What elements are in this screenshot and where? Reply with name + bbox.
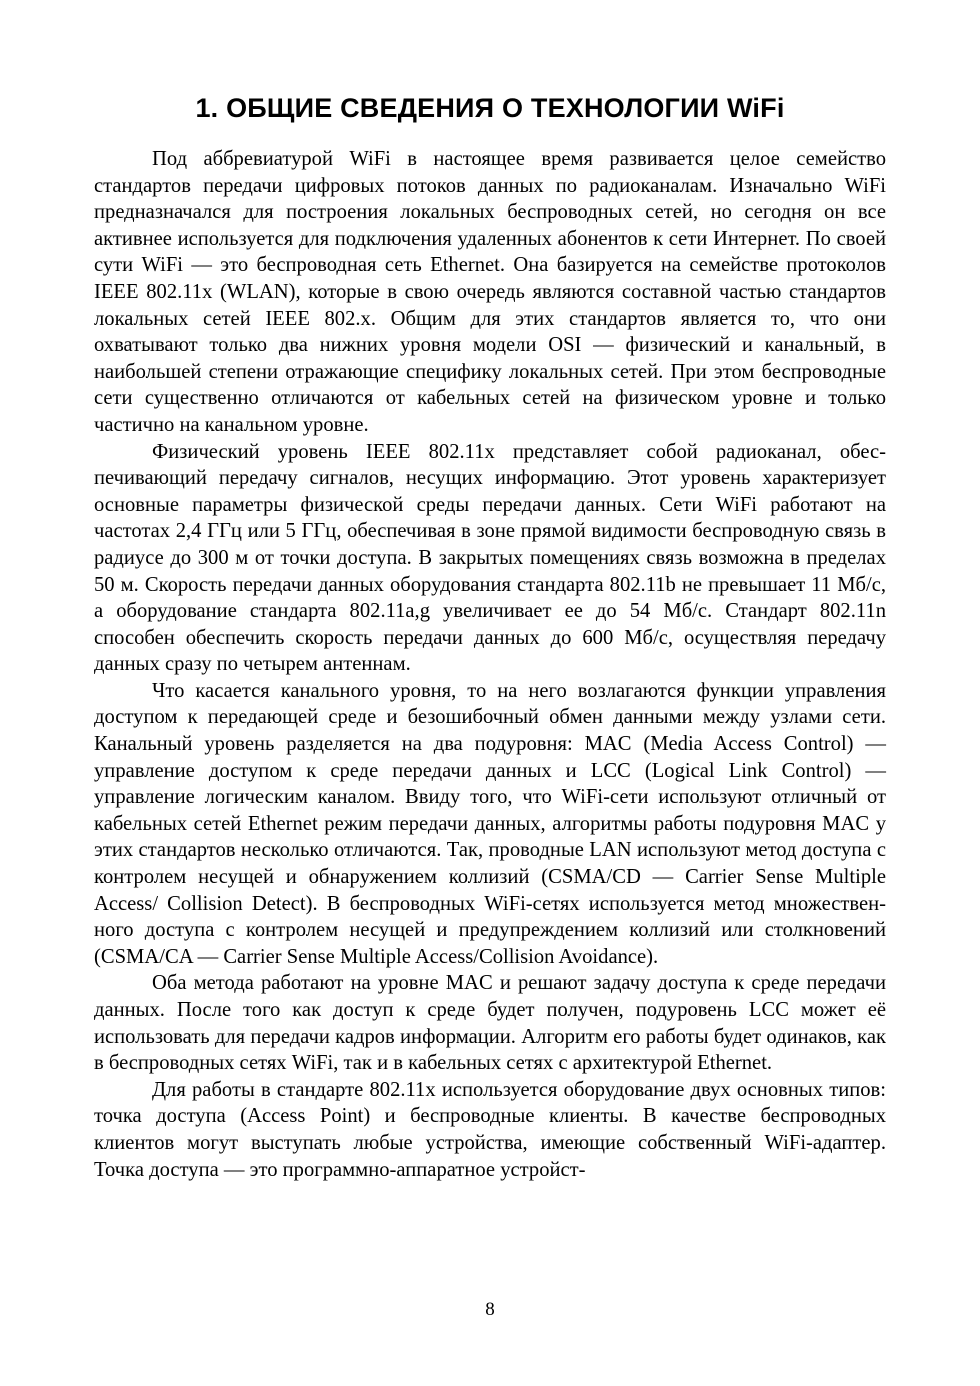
paragraph-data-link-layer: Что касается канального уровня, то на него возлагаются функции управления доступом к передающей среде и безошибочный обмен данными между узлами сети. Канальный уровень разделяется на два подуровня: MAC (Media Access Control) — управление доступом к среде передачи данных и LCC (Logical Link Control) — управление логическим каналом. Ввиду того, что WiFi-сети используют отличный от кабельных сетей Ethernet режим передачи данных, алгоритмы работы подуровня MAC у этих стандартов несколько отличаются. Так, проводные LAN используют метод доступа с контролем несущей и обнаружением коллизий (CSMA/CD — Carrier Sense Multiple Access/ Collision Detect). В беспроводных WiFi-сетях используется метод множественного доступа с контролем несущей и предупреждением коллизий или столкновений (CSMA/CA — Carrier Sense Multiple Access/Collision Avoidance). xyxy=(94,679,886,968)
paragraph-intro: Под аббревиатурой WiFi в настоящее время развивается целое семейство стандартов передачи цифровых потоков данных по радиоканалам. Изначально WiFi предназначался для построения локальных беспроводных сетей, но сегодня он все активнее используется для подключения удаленных абонентов к сети Интернет. По своей сути WiFi — это беспроводная сеть Ethernet. Она базируется на семействе протоколов IEEE 802.11x (WLAN), которые в свою очередь являются составной частью стандартов локальных сетей IEEE 802.x. Общим для этих стандартов является то, что они охватывают только два нижних уровня модели OSI — физический и канальный, в наибольшей степени отражающие специфику локальных сетей. При этом беспроводные сети существенно отличаются от кабельных сетей на физическом уровне и только частично на канальном уровне. xyxy=(94,148,886,436)
paragraph-physical-layer: Физический уровень IEEE 802.11x представляет собой радиоканал, обеспечивающий передачу сигналов, несущих информацию. Этот уровень характеризует основные параметры физической среды передачи данных. Сети WiFi работают на частотах 2,4 ГГц или 5 ГГц, обеспечивая в зоне прямой видимости беспроводную связь в радиусе до 300 м от точки доступа. В закрытых помещениях связь возможна в пределах 50 м. Скорость передачи данных оборудования стандарта 802.11b не превышает 11 Мб/с, а оборудование стандарта 802.11a,g увеличивает ее до 54 Мб/с. Стандарт 802.11n способен обеспечить скорость передачи данных до 600 Мб/с, осуществляя передачу данных сразу по четырем антеннам. xyxy=(94,440,886,676)
paragraph-mac-methods: Оба метода работают на уровне MAC и решают задачу доступа к среде передачи данных. После того как доступ к среде будет получен, подуровень LCC может её использовать для передачи кадров информации. Алгоритм его работы будет одинаков, как в беспроводных сетях WiFi, так и в кабельных сетях с архитектурой Ethernet. xyxy=(94,972,886,1075)
paragraph-equipment: Для работы в стандарте 802.11x используется оборудование двух основных типов: точка доступа (Access Point) и беспроводные клиенты. В качестве беспроводных клиентов могут выступать любые устройства, имеющие собственный WiFi-адаптер. Точка доступа — это программно-аппаратное устройст- xyxy=(94,1078,886,1181)
section-heading: 1. ОБЩИЕ СВЕДЕНИЯ О ТЕХНОЛОГИИ WiFi xyxy=(195,93,785,123)
document-page xyxy=(94,88,886,1183)
page-number: 8 xyxy=(485,1299,495,1320)
body-text xyxy=(94,146,886,1183)
